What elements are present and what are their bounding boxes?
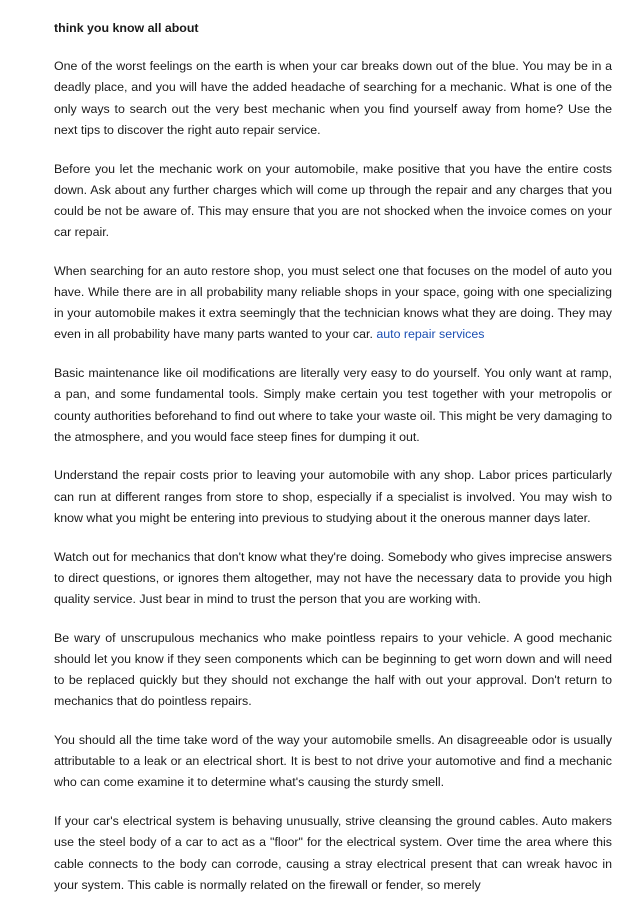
paragraph-1: One of the worst feelings on the earth is when your car breaks down out of the blue. You may be in a deadly place, and you will have the added headache of searching for a mechanic. What is one of the only ways to search out the very best mechanic when you find yourself away from home? Use the next tips to discover the right auto repair service. xyxy=(54,59,612,137)
paragraph-7: Be wary of unscrupulous mechanics who make pointless repairs to your vehicle. A good mechanic should let you know if they seen components which can be beginning to get worn down and will need to be replaced quickly but they should not exchange the half with out your approval. Don't return to mechanics that do pointless repairs. xyxy=(54,630,612,709)
document-title: think you know all about xyxy=(54,21,199,35)
paragraph-3 xyxy=(54,261,612,346)
document-page xyxy=(54,18,612,913)
paragraph-8: You should all the time take word of the way your automobile smells. An disagreeable odor is usually attributable to a leak or an electrical short. It is best to not drive your automotive and find a mechanic who can come examine it to determine what's causing the sturdy smell. xyxy=(54,732,612,790)
auto-repair-services-link[interactable]: auto repair services xyxy=(376,327,485,342)
paragraph-6: Watch out for mechanics that don't know what they're doing. Somebody who gives imprecise answers to direct questions, or ignores them altogether, may not have the necessary data to provide you high quality service. Just bear in mind to trust the person that you are working with. xyxy=(54,549,612,606)
paragraph-5: Understand the repair costs prior to leaving your automobile with any shop. Labor prices particularly can run at different ranges from store to shop, especially if a specialist is involved. You may wish to know what you might be entering into previous to studying about it the onerous manner days later. xyxy=(54,468,612,525)
paragraph-3-text: When searching for an auto restore shop, you must select one that focuses on the model of auto you have. While there are in all probability many reliable shops in your space, going with one specializing in your automobile makes it extra seemingly that the technician knows what they are doing. They may even in all probability have many parts wanted to your car. xyxy=(54,263,612,342)
paragraph-9: If your car's electrical system is behaving unusually, strive cleansing the ground cables. Auto makers use the steel body of a car to act as a "floor" for the electrical system. Over time the area where this cable connects to the body can corrode, causing a stray electrical present that can wreak havoc in your system. This cable is normally related on the firewall or fender, so merely xyxy=(54,814,612,892)
paragraph-4: Basic maintenance like oil modifications are literally very easy to do yourself. You only want at ramp, a pan, and some fundamental tools. Simply make certain you test together with your metropolis or county authorities beforehand to find out where to take your waste oil. This might be very damaging to the atmosphere, and you would face steep fines for dumping it out. xyxy=(54,366,612,444)
paragraph-2: Before you let the mechanic work on your automobile, make positive that you have the entire costs down. Ask about any further charges which will come up through the repair and any charges that you could be not be aware of. This may ensure that you are not shocked when the invoice comes on your car repair. xyxy=(54,161,612,240)
